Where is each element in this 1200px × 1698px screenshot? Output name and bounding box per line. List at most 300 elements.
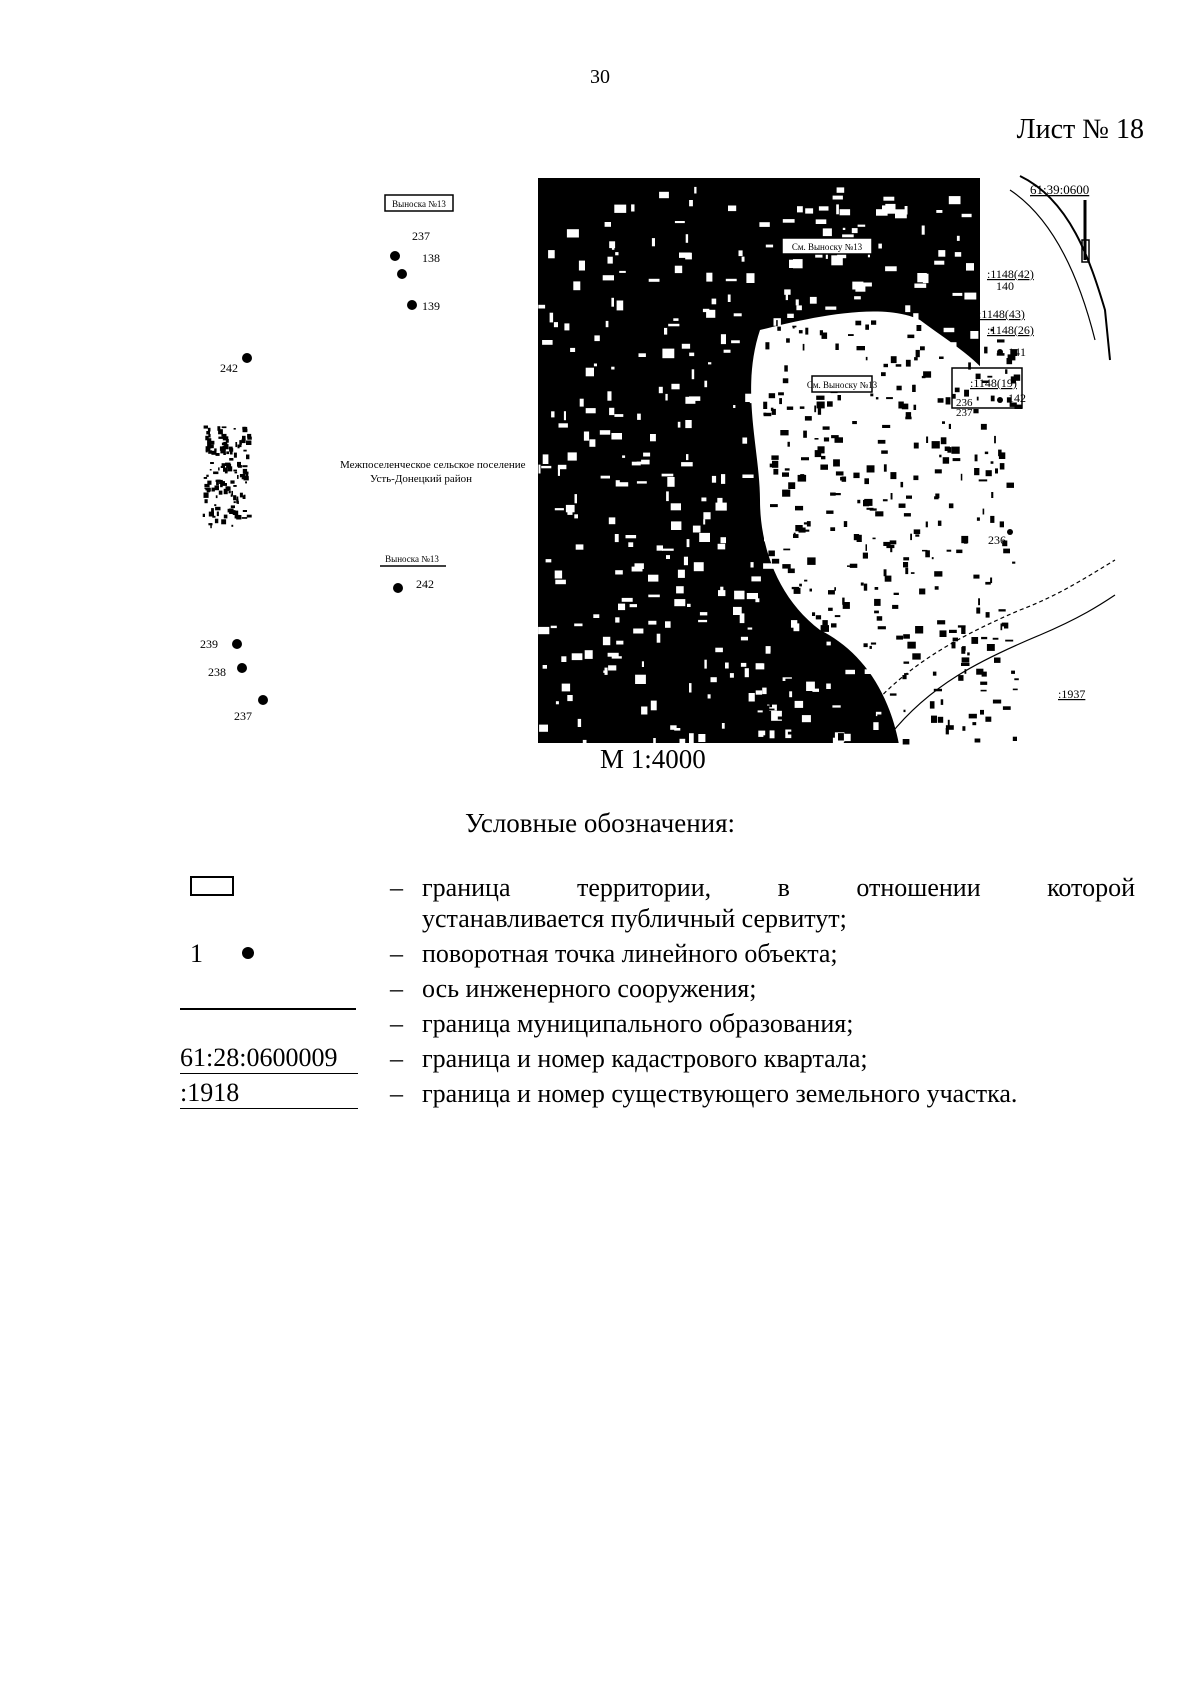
point-239-bottom (232, 639, 242, 649)
speckle-light (611, 298, 614, 307)
speckle-strip (210, 469, 212, 471)
speckle-dark (914, 357, 918, 360)
speckle-dark (833, 459, 840, 466)
speckle-light (664, 328, 667, 335)
speckle-dark (870, 646, 872, 649)
speckle-light (686, 234, 688, 243)
speckle-light (953, 293, 963, 296)
speckle-dark (884, 364, 889, 367)
speckle-dark (967, 390, 969, 392)
speckle-dark (932, 557, 934, 559)
speckle-light (915, 488, 926, 496)
speckle-light (742, 438, 747, 444)
speckle-dark (974, 468, 979, 475)
speckle-dark (962, 657, 970, 662)
speckle-light (570, 348, 575, 352)
speckle-dark (898, 402, 903, 409)
speckle-dark (881, 711, 888, 716)
aerial-photo (200, 178, 1022, 750)
speckle-dark (804, 708, 809, 713)
speckle-light (651, 701, 657, 711)
speckle-light (542, 340, 553, 345)
speckle-dark (1000, 521, 1004, 527)
speckle-light (913, 313, 918, 322)
speckle-dark (883, 739, 890, 741)
speckle-dark (779, 590, 781, 597)
label-parcel-42: :1148(42) (987, 267, 1034, 281)
speckle-dark (972, 722, 976, 725)
speckle-light (766, 646, 771, 654)
label-municipal-1: Межпоселенческое сельское поселение (340, 459, 526, 471)
speckle-light (730, 673, 734, 678)
speckle-light (971, 511, 975, 514)
servitude-boundary-icon (190, 876, 234, 896)
speckle-dark (788, 442, 790, 447)
speckle-light (734, 313, 742, 316)
label-parcel-43: :1148(43) (978, 307, 1025, 321)
speckle-light (854, 296, 861, 299)
speckle-dark (915, 534, 919, 536)
speckle-dark (871, 643, 876, 645)
speckle-light (675, 221, 685, 223)
speckle-light (763, 563, 774, 569)
speckle-light (783, 219, 795, 223)
speckle-light (966, 430, 975, 436)
speckle-light (827, 642, 831, 646)
speckle-dark (771, 455, 778, 460)
speckle-light (725, 663, 729, 669)
legend-cadastral-example: 61:28:0600009 (180, 1043, 358, 1074)
speckle-dark (1007, 483, 1015, 488)
speckle-dark (942, 421, 945, 424)
speckle-light (681, 462, 693, 466)
speckle-strip (247, 515, 252, 518)
speckle-light (923, 391, 927, 400)
speckle-dark (863, 553, 868, 559)
speckle-dark (899, 504, 906, 508)
speckle-light (693, 526, 701, 533)
speckle-dark (994, 436, 996, 443)
speckle-light (662, 349, 674, 359)
speckle-dark (914, 405, 917, 410)
speckle-dark (1003, 549, 1010, 554)
speckle-strip (243, 510, 247, 512)
speckle-light (966, 263, 974, 271)
speckle-dark (982, 672, 987, 677)
speckle-dark (801, 457, 809, 460)
legend-dash: – (390, 1044, 403, 1073)
speckle-dark (761, 630, 766, 634)
point-label-140: 140 (996, 279, 1014, 293)
speckle-light (966, 571, 970, 581)
speckle-dark (814, 406, 816, 413)
speckle-dark (857, 346, 866, 350)
speckle-light (652, 238, 655, 246)
speckle-light (855, 286, 865, 292)
speckle-light (704, 660, 706, 669)
speckle-light (539, 725, 548, 732)
speckle-strip (218, 467, 220, 470)
speckle-light (701, 498, 706, 502)
speckle-dark (949, 424, 951, 429)
speckle-strip (235, 472, 238, 474)
speckle-dark (976, 608, 980, 614)
speckle-light (745, 668, 749, 677)
speckle-light (826, 551, 835, 556)
speckle-dark (782, 472, 789, 476)
speckle-light (555, 508, 564, 510)
speckle-light (586, 368, 594, 377)
speckle-strip (213, 472, 218, 475)
speckle-light (722, 723, 725, 729)
speckle-light (718, 590, 725, 596)
speckle-dark (1004, 623, 1008, 629)
speckle-light (606, 321, 609, 327)
speckle-strip (222, 426, 227, 428)
speckle-light (550, 313, 554, 323)
speckle-light (958, 493, 969, 496)
speckle-light (728, 206, 736, 212)
speckle-dark (961, 663, 970, 666)
speckle-dark (946, 397, 951, 404)
speckle-light (684, 557, 688, 566)
speckle-dark (812, 612, 815, 616)
speckle-light (864, 462, 866, 465)
speckle-light (694, 187, 696, 194)
map-svg (200, 170, 1120, 750)
speckle-light (712, 476, 716, 483)
speckle-light (942, 410, 945, 413)
speckle-dark (884, 569, 887, 576)
speckle-light (880, 663, 891, 667)
speckle-dark (950, 335, 956, 337)
speckle-dark (981, 637, 987, 639)
speckle-dark (1005, 640, 1013, 642)
speckle-strip (204, 493, 209, 498)
speckle-dark (823, 735, 828, 740)
speckle-light (759, 222, 769, 227)
speckle-dark (937, 620, 945, 624)
map-scale: М 1:4000 (600, 744, 706, 774)
speckle-strip (236, 515, 241, 520)
speckle-dark (765, 342, 769, 349)
legend-point-number: 1 (190, 939, 203, 968)
speckle-dark (986, 470, 992, 476)
speckle-dark (822, 620, 827, 625)
legend-symbol-turning-point (180, 938, 390, 969)
speckle-light (843, 228, 846, 230)
speckle-light (953, 701, 961, 708)
point-label-239-top: 139 (422, 299, 440, 313)
speckle-light (939, 343, 947, 346)
speckle-dark (966, 324, 973, 327)
speckle-light (648, 575, 658, 582)
speckle-dark (835, 615, 841, 617)
speckle-light (724, 350, 731, 353)
speckle-dark (906, 360, 911, 367)
speckle-light (733, 607, 742, 615)
speckle-light (662, 549, 674, 551)
speckle-light (584, 432, 589, 441)
speckle-light (659, 387, 663, 393)
legend-text-servitude (422, 872, 1135, 934)
speckle-strip (217, 512, 219, 517)
speckle-dark (801, 619, 804, 626)
speckle-strip (230, 480, 234, 483)
point-label-242-left: 242 (220, 361, 238, 375)
speckle-light (633, 629, 643, 634)
speckle-dark (793, 327, 795, 329)
speckle-dark (783, 549, 790, 551)
speckle-light (676, 586, 684, 593)
speckle-light (678, 570, 685, 578)
speckle-light (583, 740, 587, 745)
speckle-light (712, 299, 717, 305)
speckle-dark (915, 626, 923, 634)
speckle-dark (1000, 463, 1005, 469)
speckle-light (812, 345, 816, 351)
speckle-dark (814, 725, 819, 730)
speckle-light (834, 517, 841, 520)
point-label-238-top: 138 (422, 251, 440, 265)
speckle-dark (890, 693, 897, 695)
speckle-light (742, 257, 745, 262)
speckle-dark (933, 672, 937, 676)
speckle-dark (817, 402, 825, 409)
speckle-strip (216, 495, 218, 498)
speckle-dark (824, 437, 829, 441)
speckle-dark (896, 364, 902, 367)
speckle-light (575, 494, 578, 503)
speckle-dark (875, 587, 879, 590)
speckle-light (746, 273, 754, 283)
speckle-dark (775, 640, 781, 646)
speckle-dark (778, 392, 784, 395)
label-parcel-1937: :1937 (1058, 687, 1086, 701)
speckle-light (883, 197, 894, 201)
speckle-light (781, 342, 792, 350)
speckle-dark (955, 388, 960, 393)
speckle-dark (938, 398, 944, 403)
speckle-light (675, 266, 682, 273)
legend-text-parcel: граница и номер существующего земельного участка. (422, 1079, 1018, 1108)
speckle-light (731, 340, 740, 343)
speckle-light (797, 206, 803, 212)
speckle-light (673, 318, 678, 321)
speckle-light (934, 261, 944, 265)
speckle-strip (234, 428, 236, 430)
speckle-light (662, 474, 674, 477)
speckle-dark (943, 457, 949, 464)
speckle-dark (810, 698, 817, 703)
speckle-dark (789, 663, 796, 665)
speckle-light (745, 394, 752, 402)
speckle-dark (905, 417, 911, 420)
speckle-dark (949, 503, 954, 508)
speckle-light (741, 663, 746, 667)
speckle-light (611, 367, 614, 370)
speckle-strip (225, 469, 228, 474)
speckle-light (538, 627, 549, 634)
point-238-top (397, 269, 407, 279)
speckle-dark (997, 339, 1005, 342)
speckle-dark (978, 598, 980, 605)
speckle-light (910, 582, 919, 591)
speckle-light (949, 196, 961, 204)
speckle-light (643, 453, 650, 457)
speckle-light (922, 647, 927, 656)
speckle-strip (221, 434, 226, 437)
speckle-dark (858, 738, 862, 741)
speckle-dark (999, 452, 1005, 459)
speckle-light (706, 273, 712, 282)
speckle-dark (905, 568, 908, 574)
speckle-dark (926, 437, 928, 444)
speckle-light (858, 225, 866, 227)
speckle-light (628, 542, 633, 547)
speckle-dark (816, 396, 824, 400)
speckle-dark (778, 717, 785, 720)
speckle-light (576, 544, 584, 549)
speckle-light (607, 391, 611, 400)
speckle-strip (233, 485, 236, 487)
speckle-light (589, 439, 595, 447)
label-parcel-19: :1148(19) (970, 376, 1017, 390)
speckle-light (556, 701, 559, 704)
speckle-dark (920, 346, 925, 350)
speckle-light (893, 706, 900, 714)
speckle-dark (877, 616, 883, 621)
speckle-dark (784, 365, 788, 371)
speckle-light (899, 521, 907, 525)
speckle-dark (987, 644, 995, 651)
speckle-light (957, 236, 960, 241)
speckle-dark (779, 398, 782, 404)
point-142 (997, 397, 1003, 403)
speckle-dark (807, 521, 811, 526)
point-label-141: 141 (1008, 345, 1026, 359)
speckle-strip (230, 449, 233, 454)
speckle-light (919, 565, 928, 574)
speckle-dark (761, 713, 768, 716)
speckle-dark (971, 637, 978, 644)
speckle-dark (1011, 671, 1015, 674)
speckle-dark (771, 408, 774, 411)
label-excerpt-left: Выноска №13 (385, 554, 439, 564)
speckle-dark (990, 516, 994, 523)
speckle-light (635, 675, 646, 684)
speckle-light (543, 665, 547, 669)
speckle-dark (962, 726, 965, 731)
speckle-dark (852, 421, 857, 424)
speckle-dark (916, 350, 920, 357)
speckle-light (608, 653, 619, 657)
speckle-light (894, 327, 899, 331)
speckle-dark (993, 638, 999, 640)
speckle-dark (901, 482, 904, 487)
speckle-strip (226, 451, 229, 454)
speckle-light (749, 693, 755, 702)
speckle-strip (205, 436, 208, 441)
speckle-dark (910, 534, 912, 540)
speckle-light (574, 624, 582, 627)
speckle-strip (229, 458, 233, 461)
speckle-light (733, 405, 735, 408)
speckle-dark (814, 644, 817, 649)
speckle-dark (1013, 737, 1017, 741)
speckle-dark (799, 584, 802, 587)
speckle-dark (948, 720, 950, 727)
speckle-light (886, 510, 892, 513)
speckle-light (951, 342, 957, 350)
speckle-light (804, 533, 811, 538)
speckle-light (786, 537, 795, 543)
speckle-dark (867, 508, 874, 510)
speckle-dark (884, 464, 887, 471)
speckle-dark (953, 458, 961, 461)
speckle-dark (834, 587, 836, 591)
speckle-light (806, 682, 815, 691)
speckle-light (637, 481, 647, 483)
speckle-light (938, 250, 945, 257)
legend-symbol-cadastral (180, 1043, 390, 1074)
speckle-dark (800, 406, 805, 409)
speckle-dark (853, 473, 859, 479)
speckle-light (819, 206, 829, 210)
speckle-light (614, 414, 623, 417)
speckle-dark (923, 371, 931, 377)
speckle-dark (783, 740, 789, 742)
speckle-light (905, 305, 910, 312)
speckle-dark (892, 605, 898, 609)
speckle-light (882, 205, 887, 213)
speckle-strip (203, 514, 205, 517)
point-237-bottom (258, 695, 268, 705)
speckle-dark (866, 544, 868, 551)
speckle-dark (803, 344, 805, 351)
speckle-dark (890, 540, 897, 544)
speckle-light (562, 684, 570, 692)
speckle-light (668, 324, 679, 327)
speckle-light (617, 301, 624, 311)
speckle-strip (225, 463, 230, 466)
speckle-light (825, 307, 836, 310)
speckle-light (810, 297, 817, 304)
speckle-light (603, 637, 610, 645)
speckle-dark (960, 323, 963, 330)
speckle-strip (222, 483, 227, 486)
speckle-light (678, 422, 681, 428)
speckle-dark (861, 583, 864, 586)
speckle-light (926, 401, 937, 406)
speckle-light (808, 341, 812, 347)
speckle-light (951, 555, 958, 560)
speckle-light (832, 705, 840, 707)
speckle-dark (843, 602, 850, 609)
speckle-light (817, 510, 824, 519)
speckle-dark (804, 580, 807, 582)
speckle-dark (827, 401, 833, 406)
speckle-strip (231, 491, 233, 496)
speckle-dark (821, 456, 825, 459)
speckle-dark (878, 440, 886, 444)
turning-point-icon (242, 947, 254, 959)
speckle-light (973, 580, 982, 584)
speckle-light (708, 362, 711, 364)
speckle-light (747, 593, 758, 599)
label-excerpt-mid: См. Выноску №13 (791, 242, 863, 252)
speckle-dark (931, 716, 937, 723)
